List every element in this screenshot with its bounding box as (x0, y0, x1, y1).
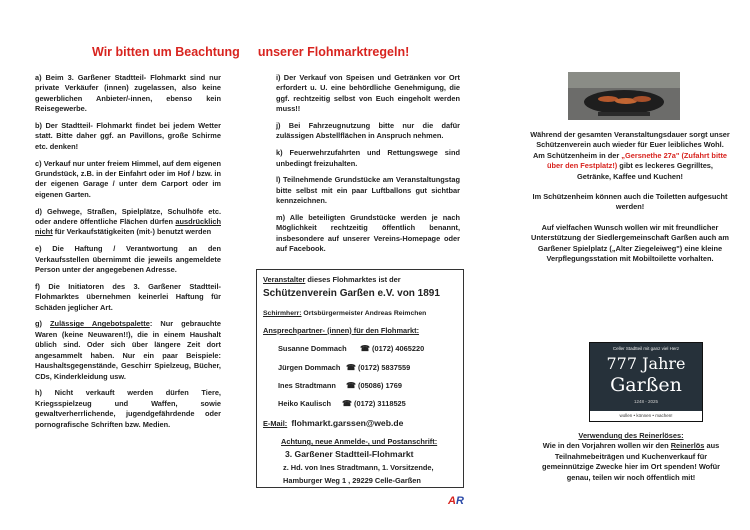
phone-icon: ☎ (346, 363, 356, 372)
address-line-2: z. Hd. von Ines Stradtmann, 1. Vorsitzende, (283, 463, 434, 472)
anniversary-logo (589, 342, 703, 422)
usage-text: Wie in den Vorjahren wollen wir den Reinerlös aus Teilnahmebeiträgen und Kuchenverkauf für gemeinnützige Zwecke hier im Ort spenden! Wofür genau, teilen wir noch öffentlich mit! (541, 441, 721, 482)
rule-c: c) Verkauf nur unter freiem Himmel, auf dem eigenen Grundstück, z.B. in der Einfahrt oder im Hof / bzw. in der eigenen Garage / unter dem Carport oder im eigenen Garten. (35, 158, 221, 199)
phone-icon: ☎ (360, 344, 370, 353)
contact-name: Ines Stradtmann (278, 381, 336, 390)
address-line-3: Hamburger Weg 1 , 29229 Celle-Garßen (283, 476, 421, 485)
organizer-line: Veranstalter dieses Flohmarktes ist der (263, 275, 401, 284)
contact-phone: ☎ (05086) 1769 (346, 381, 402, 390)
logo-years: 1248 - 2025 (633, 399, 659, 404)
info-column-right (530, 130, 730, 274)
contact-phone: ☎ (0172) 5837559 (346, 363, 411, 372)
rule-l: l) Teilnehmende Grundstücke am Veranstaltungstag bitte selbst mit ein paar Luftballons gut sichtbar kennzeichnen. (276, 175, 460, 206)
logo-line-1: 777 Jahre (606, 354, 686, 373)
contacts-label: Ansprechpartner- (innen) für den Flohmarkt: (263, 326, 420, 335)
rules-column-left (35, 73, 221, 436)
rule-b: b) Der Stadtteil- Flohmarkt findet bei jedem Wetter statt. Bitte daher ggf. an Pavillons, große Schirme etc. denken! (35, 121, 221, 151)
patron-line: Schirmherr: Ortsbürgermeister Andreas Reimchen (263, 310, 427, 317)
ar-mark: AR (448, 495, 464, 507)
usage-title: Verwendung des Reinerlöses: (578, 431, 684, 440)
logo-tagline: Celler Stadtteil mit ganz viel Herz (612, 346, 680, 351)
contact-name: Susanne Dommach (278, 344, 347, 353)
rule-a: a) Beim 3. Garßener Stadtteil- Flohmarkt sind nur private Verkäufer (innen) zugelassen, also keine gewerblichen Anbieter/-innen, ebenso kein Reisegewerbe. (35, 73, 221, 114)
rule-f: f) Die Initiatoren des 3. Garßener Stadtteil-Flohmarktes übernehmen keinerlei Haftung für Schäden jeglicher Art. (35, 281, 221, 312)
rule-k: k) Feuerwehrzufahrten und Rettungswege sind unbedingt freizuhalten. (276, 148, 460, 168)
address-notice: Achtung, neue Anmelde-, und Postanschrift: (281, 437, 438, 446)
contact-phone: ☎ (0172) 4065220 (360, 344, 425, 353)
rule-d: d) Gehwege, Straßen, Spielplätze, Schulhöfe etc. oder andere öffentliche Flächen dürfen ausdrücklich nicht für Verkaufstätigkeiten (mit-) benutzt werden (35, 206, 221, 237)
email-link[interactable]: flohmarkt.garssen@web.de (291, 418, 404, 428)
toilets-text: Im Schützenheim können auch die Toiletten aufgesucht werden! (532, 192, 728, 212)
logo-motto: wollen • können • machen! (590, 411, 702, 421)
rule-e: e) Die Haftung / Verantwortung an den Verkaufsstellen übernimmt die jeweils angemeldete Person unter der angegebenen Adresse. (35, 244, 221, 275)
contact-name: Heiko Kaulisch (278, 399, 331, 408)
rule-g: g) Zulässige Angebotspalette: Nur gebrauchte Waren (keine Neuwaren!!), die in einem Haushalt üblich sind. Oder sich über längere Zeit dort angesammelt haben. Nur ein paar Beispiele: Haushaltsgegenstände, Geschirr Spielzeug, Bücher, CDs, Kinderkleidung usw. (35, 319, 221, 381)
phone-icon: ☎ (346, 381, 356, 390)
rule-h: h) Nicht verkauft werden dürfen Tiere, Kriegsspielzeug und Waffen, sowie gewaltverherrlichende, jugendgefährdende oder pornografische Schriften bzw. Medien. (35, 388, 221, 429)
catering-text: Während der gesamten Veranstaltungsdauer sorgt unser Schützenverein auch wieder für Euer leibliches Wohl. Am Schützenheim in der „Gersnethe 27a" (Zufahrt bitte über den Festplatz!) gibt es leckeres Gegrilltes, Getränke, Kaffee und Kuchen! (530, 130, 730, 181)
rule-m: m) Alle beteiligten Grundstücke werden je nach Möglichkeit rechtzeitig öffentlich benannt, insbesondere auf unserer Vereins-Homepage oder auf Facebook. (276, 213, 460, 254)
contact-phone: ☎ (0172) 3118525 (342, 399, 406, 408)
phone-icon: ☎ (342, 399, 352, 408)
club-name: Schützenverein Garßen e.V. von 1891 (263, 288, 440, 299)
logo-line-2: Garßen (610, 374, 682, 396)
playground-text: Auf vielfachen Wunsch wollen wir mit freundlicher Unterstützung der Siedlergemeinschaft Garßen auch am Garßener Spielplatz („Alter Ziegeleiweg") eine kleine Verpflegungsstation mit Mobiltoilette vorhalten. (531, 222, 729, 264)
grill-photo (568, 72, 680, 120)
rule-i: i) Der Verkauf von Speisen und Getränken vor Ort erfordert u. U. eine behördliche Genehmigung, die ggf. rechtzeitig selbst von Euch eingeholt werden muss!! (276, 73, 460, 114)
page-title: Wir bitten um Beachtung unserer Flohmarktregeln! (92, 45, 410, 59)
rules-column-middle (276, 73, 460, 261)
organizer-box (256, 269, 464, 488)
rule-j: j) Bei Fahrzeugnutzung bitte nur die dafür zulässigen Abstellflächen in Anspruch nehmen. (276, 121, 460, 141)
usage-section (533, 431, 729, 483)
contact-name: Jürgen Dommach (278, 363, 341, 372)
address-line-1: 3. Garßener Stadtteil-Flohmarkt (285, 449, 414, 459)
email-line: E-Mail: flohmarkt.garssen@web.de (263, 418, 404, 428)
